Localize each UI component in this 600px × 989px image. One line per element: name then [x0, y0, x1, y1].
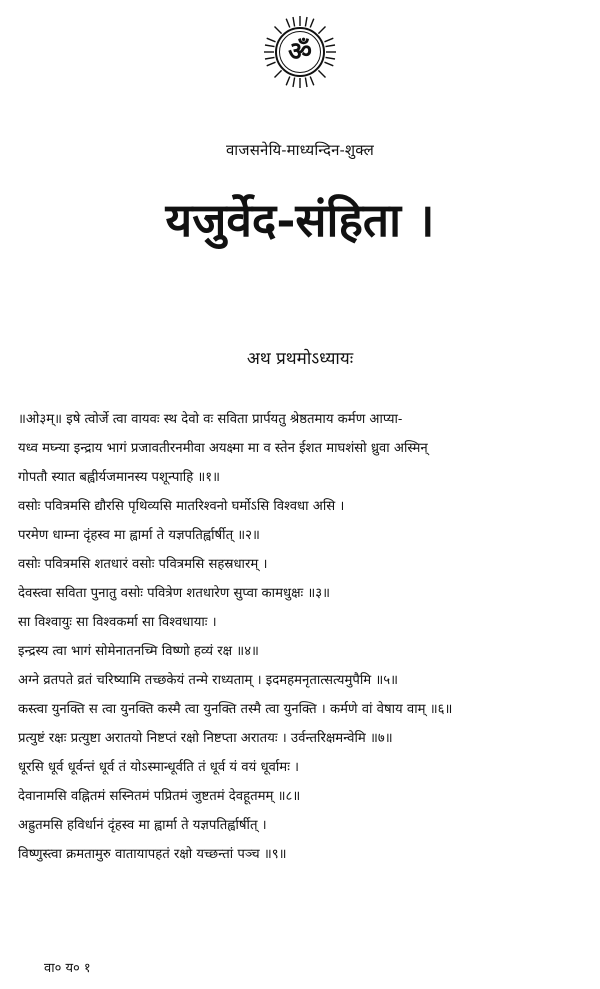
verse-line: वसोः पवित्रमसि द्यौरसि पृथिव्यसि मातरिश्वनो घर्मोऽसि विश्वधा असि । — [18, 499, 345, 514]
verse-line: वसोः पवित्रमसि शतधारं वसोः पवित्रमसि सहस्रधारम् । — [18, 557, 268, 572]
verse-line: अग्ने व्रतपते व्रतं चरिष्यामि तच्छकेयं तन्मे राध्यताम् । इदमहमनृतात्सत्यमुपैमि ॥५॥ — [18, 673, 398, 688]
verse-line: देवस्त्वा सविता पुनातु वसोः पवित्रेण शतधारेण सुप्वा कामधुक्षः ॥३॥ — [18, 586, 331, 601]
verse-line: धूरसि धूर्व धूर्वन्तं धूर्व तं योऽस्मान्धूर्वति तं धूर्व यं वयं धूर्वामः । — [18, 760, 300, 775]
verse-line: सा विश्वायुः सा विश्वकर्मा सा विश्वधायाः । — [18, 615, 217, 630]
verse-line: यध्व मघ्न्या इन्द्राय भागं प्रजावतीरनमीवा अयक्ष्मा मा व स्तेन ईशत माघशंसो ध्रुवा अस्मिन् — [18, 441, 428, 456]
verse-line: कस्त्वा युनक्ति स त्वा युनक्ति कस्मै त्वा युनक्ति तस्मै त्वा युनक्ति । कर्मणे वां वेषाय वाम् ॥६॥ — [18, 702, 453, 717]
page-signature: वा० य० १ — [44, 961, 91, 976]
verse-line: परमेण धाम्ना दृंहस्व मा ह्वार्मा ते यज्ञपतिर्ह्वार्षीत् ॥२॥ — [18, 528, 260, 543]
om-emblem — [262, 14, 338, 90]
verse-line: ॥ओ३म्॥ इषे त्वोर्जे त्वा वायवः स्थ देवो वः सविता प्रार्पयतु श्रेष्ठतमाय कर्मण आप्या- — [18, 412, 403, 427]
subtitle: वाजसनेयि-माध्यन्दिन-शुक्ल — [225, 141, 375, 159]
verse-line: देवानामसि वह्नितमं सस्नितमं पप्रितमं जुष्टतमं देवहूतमम् ॥८॥ — [18, 789, 301, 804]
verse-line: प्रत्युष्टं रक्षः प्रत्युष्टा अरातयो निष्टप्तं रक्षो निष्टप्ता अरातयः । उर्वन्तरिक्षमन्वेमि ॥७॥ — [18, 731, 393, 746]
verse-text — [18, 405, 588, 869]
om-symbol: ॐ — [288, 37, 312, 67]
chapter-heading: अथ प्रथमोऽध्यायः — [246, 349, 354, 369]
page-title: यजुर्वेद-संहिता । — [165, 193, 435, 247]
verse-line: अह्रुतमसि हविर्धानं दृंहस्व मा ह्वार्मा ते यज्ञपतिर्ह्वार्षीत् । — [18, 818, 267, 833]
verse-line: इन्द्रस्य त्वा भागं सोमेनातनच्मि विष्णो हव्यं रक्ष ॥४॥ — [18, 644, 259, 659]
verse-line: गोपतौ स्यात बह्वीर्यजमानस्य पशून्पाहि ॥१॥ — [18, 470, 221, 485]
verse-line: विष्णुस्त्वा क्रमतामुरु वातायापहतं रक्षो यच्छन्तां पञ्च ॥९॥ — [18, 847, 287, 862]
